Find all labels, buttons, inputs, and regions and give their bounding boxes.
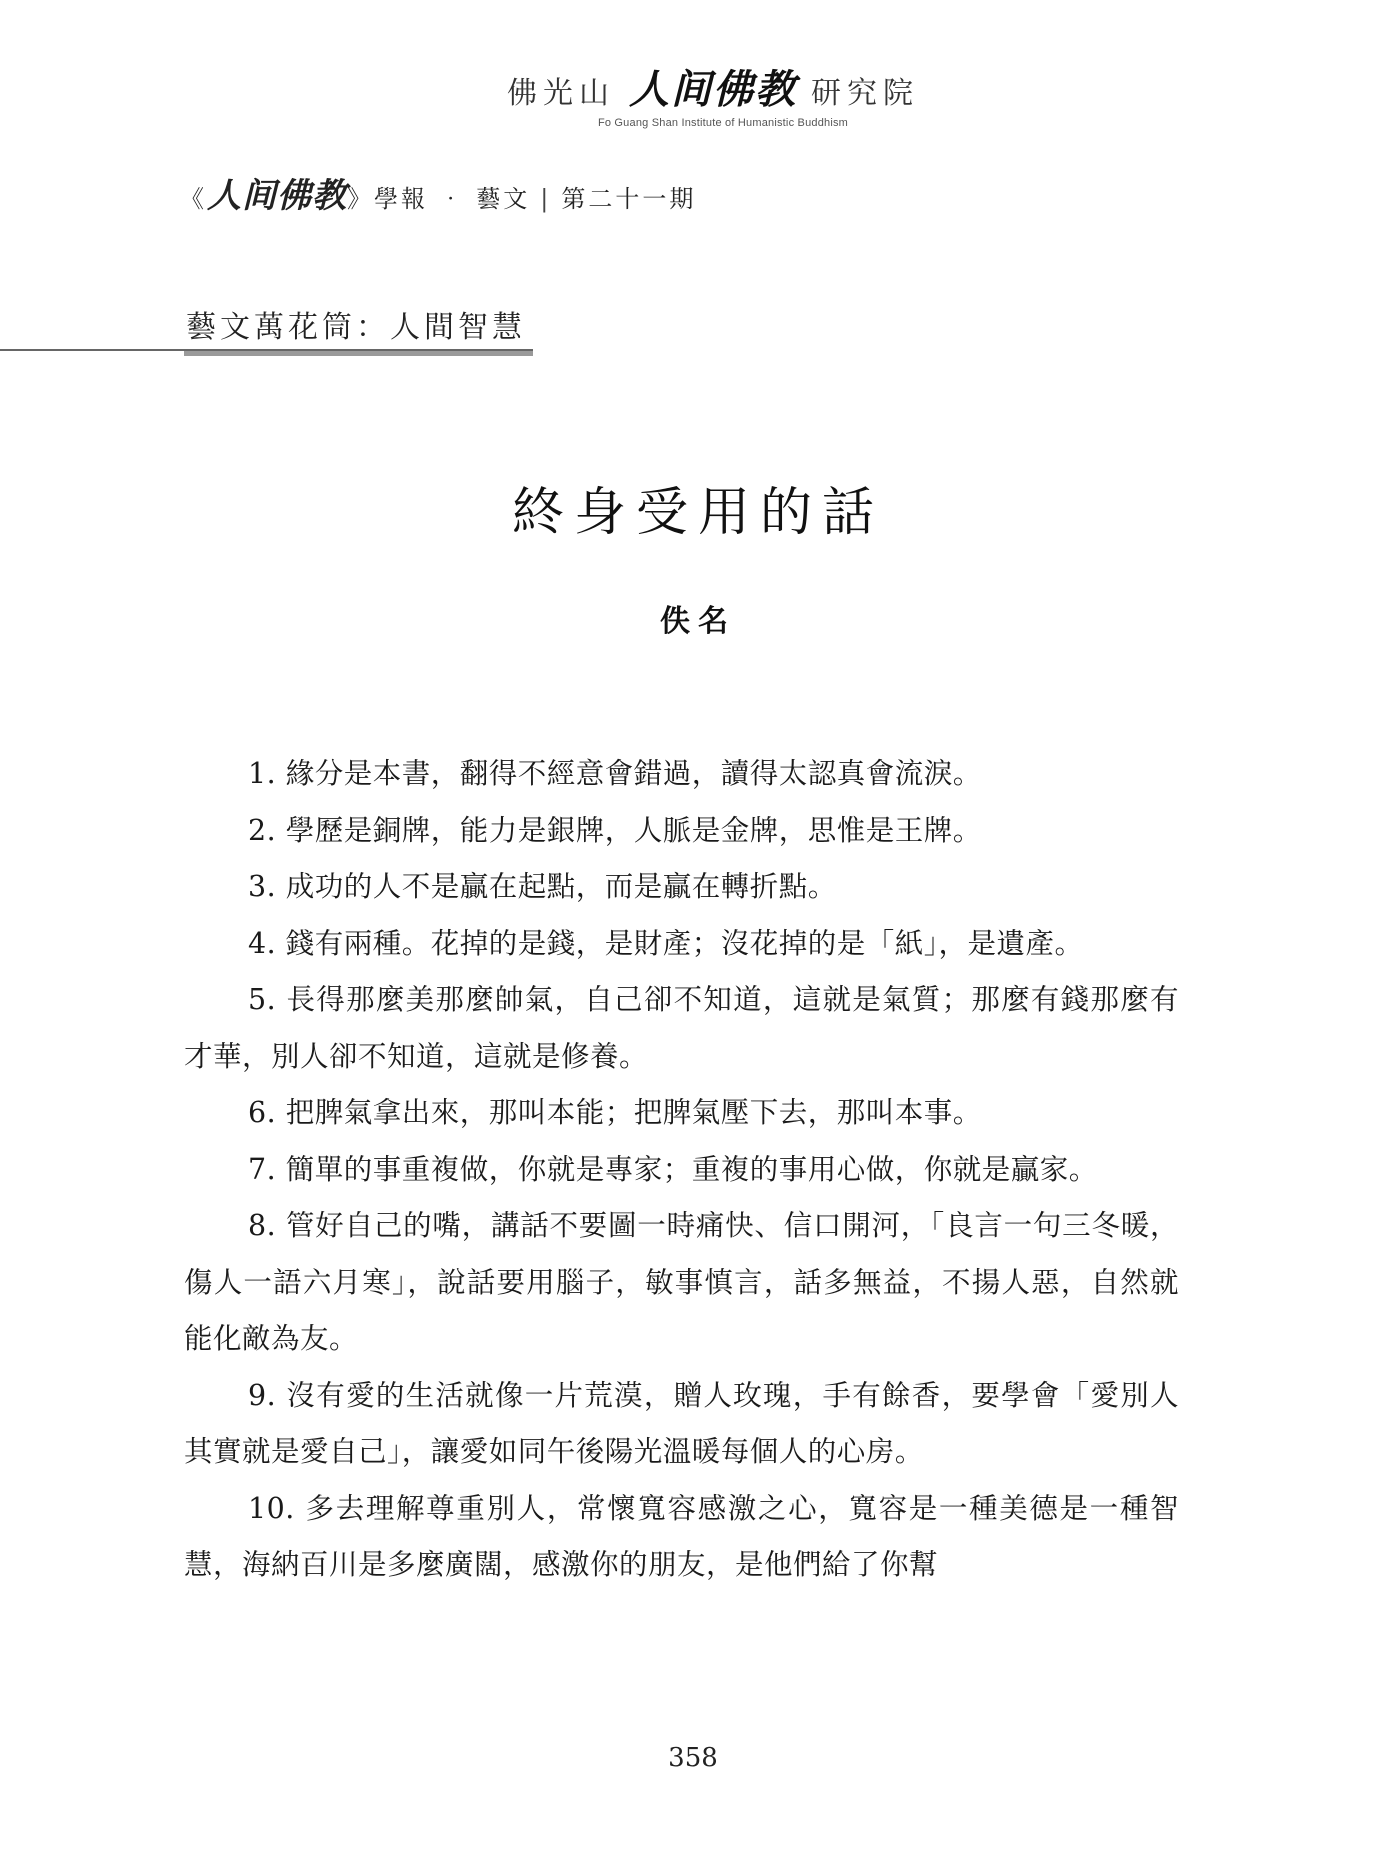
institute-prefix: 佛光山	[507, 76, 615, 111]
article-body	[184, 746, 1179, 1594]
journal-separator: |	[540, 185, 552, 213]
section-divider-accent	[184, 351, 533, 356]
institute-brand-logo: 人间佛教	[629, 66, 797, 113]
institute-suffix: 研究院	[811, 76, 919, 111]
paragraph: 3. 成功的人不是贏在起點，而是贏在轉折點。	[248, 870, 837, 903]
page-number: 358	[668, 1743, 718, 1773]
journal-running-head	[180, 168, 696, 217]
section-label: 藝文萬花筒：人間智慧	[186, 310, 526, 345]
institute-header	[0, 58, 1386, 129]
paragraph: 10. 多去理解尊重別人，常懷寬容感激之心，寬容是一種美德是一種智慧，海納百川是多麼廣闊，感激你的朋友，是他們給了你幫	[184, 1491, 1179, 1581]
journal-brand-logo: 人间佛教	[207, 176, 347, 216]
paragraph: 7. 簡單的事重複做，你就是專家；重複的事用心做，你就是贏家。	[248, 1152, 1098, 1186]
paragraph: 2. 學歷是銅牌，能力是銀牌，人脈是金牌，思惟是王牌。	[248, 813, 982, 847]
journal-issue: 第二十一期	[561, 185, 697, 213]
paragraph: 1. 緣分是本書，翻得不經意會錯過，讀得太認真會流淚。	[248, 757, 982, 790]
paragraph: 9. 沒有愛的生活就像一片荒漠，贈人玫瑰，手有餘香，要學會「愛別人其實就是愛自己」，讓愛如同午後陽光溫暖每個人的心房。	[184, 1378, 1179, 1468]
article-title: 終身受用的話	[511, 483, 884, 543]
paragraph: 4. 錢有兩種。花掉的是錢，是財產；沒花掉的是「紙」，是遺產。	[248, 926, 1084, 960]
institute-name	[40, 58, 1386, 115]
paragraph: 5. 長得那麼美那麼帥氣，自己卻不知道，這就是氣質；那麼有錢那麼有才華，別人卻不知道，這就是修養。	[184, 983, 1179, 1073]
paragraph: 8. 管好自己的嘴，講話不要圖一時痛快、信口開河，「良言一句三冬暖，傷人一語六月寒」，說話要用腦子，敏事慎言，話多無益，不揚人惡，自然就能化敵為友。	[184, 1209, 1179, 1355]
journal-open-bracket: 《	[180, 185, 207, 213]
journal-name: 》學報 ‧ 藝文	[347, 185, 531, 213]
institute-english-name: Fo Guang Shan Institute of Humanistic Buddhism	[597, 117, 849, 129]
article-author: 佚名	[660, 604, 736, 639]
paragraph: 6. 把脾氣拿出來，那叫本能；把脾氣壓下去，那叫本事。	[248, 1096, 982, 1129]
